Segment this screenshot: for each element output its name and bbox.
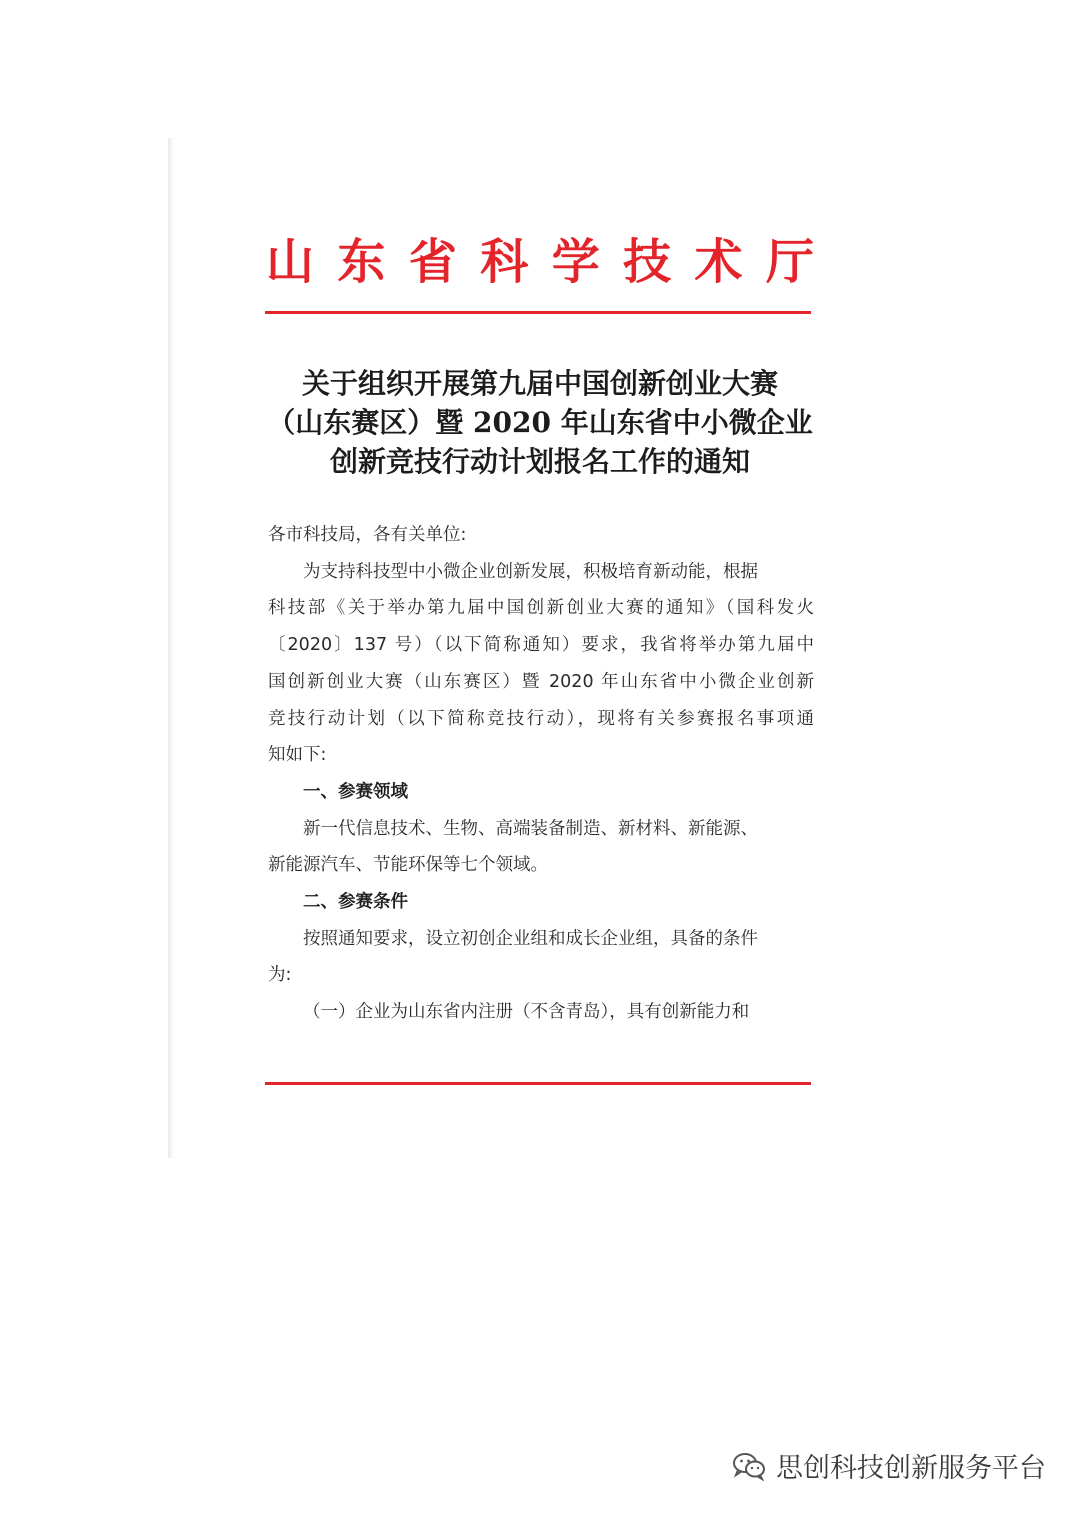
wechat-icon	[732, 1451, 766, 1481]
salutation	[268, 517, 814, 554]
body-line: 按照通知要求，设立初创企业组和成长企业组，具备的条件	[303, 928, 758, 949]
body-line: 科技部《关于举办第九届中国创新创业大赛的通知》（国科发火	[268, 598, 814, 619]
letterhead-char: 术	[694, 233, 743, 290]
letterhead-char: 厅	[765, 233, 814, 290]
paragraph-item-1	[268, 994, 814, 1031]
body-line: 新一代信息技术、生物、高端装备制造、新材料、新能源、	[303, 818, 758, 839]
body-line: 竞技行动计划（以下简称竞技行动），现将有关参赛报名事项通	[268, 708, 814, 729]
letterhead-char: 科	[480, 233, 529, 290]
document-body	[268, 517, 814, 1031]
body-line: 为支持科技型中小微企业创新发展，积极培育新动能，根据	[303, 561, 758, 582]
title-line: （山东赛区）暨 2020 年山东省中小微企业	[267, 406, 813, 439]
letterhead	[266, 222, 814, 292]
paragraph-fields	[268, 811, 814, 884]
red-divider-bottom	[265, 1082, 811, 1085]
letterhead-char: 技	[623, 233, 672, 290]
body-line: 知如下:	[268, 745, 327, 766]
title-line: 关于组织开展第九届中国创新创业大赛	[301, 367, 778, 400]
scan-edge-shadow	[168, 138, 174, 1158]
paragraph-conditions	[268, 921, 814, 994]
paragraph-intro	[268, 554, 814, 774]
body-line: （一）企业为山东省内注册（不含青岛），具有创新能力和	[303, 1002, 750, 1023]
letterhead-char: 省	[408, 233, 457, 290]
section-heading: 一、参赛领域	[303, 781, 408, 802]
letterhead-char: 东	[337, 233, 386, 290]
section-heading: 二、参赛条件	[303, 892, 408, 913]
body-line: 国创新创业大赛（山东赛区）暨 2020 年山东省中小微企业创新	[268, 671, 814, 692]
red-divider-top	[265, 311, 811, 314]
watermark	[732, 1446, 1046, 1485]
body-line: 〔2020〕137 号）（以下简称通知）要求，我省将举办第九届中	[268, 635, 814, 656]
watermark-text: 思创科技创新服务平台	[776, 1453, 1046, 1484]
document-title	[266, 364, 814, 481]
body-line: 为:	[268, 965, 292, 986]
salutation-text: 各市科技局，各有关单位:	[268, 525, 467, 545]
letterhead-char: 学	[551, 233, 600, 290]
body-line: 新能源汽车、节能环保等七个领域。	[268, 855, 548, 876]
title-line: 创新竞技行动计划报名工作的通知	[329, 445, 750, 478]
letterhead-char: 山	[266, 233, 315, 290]
